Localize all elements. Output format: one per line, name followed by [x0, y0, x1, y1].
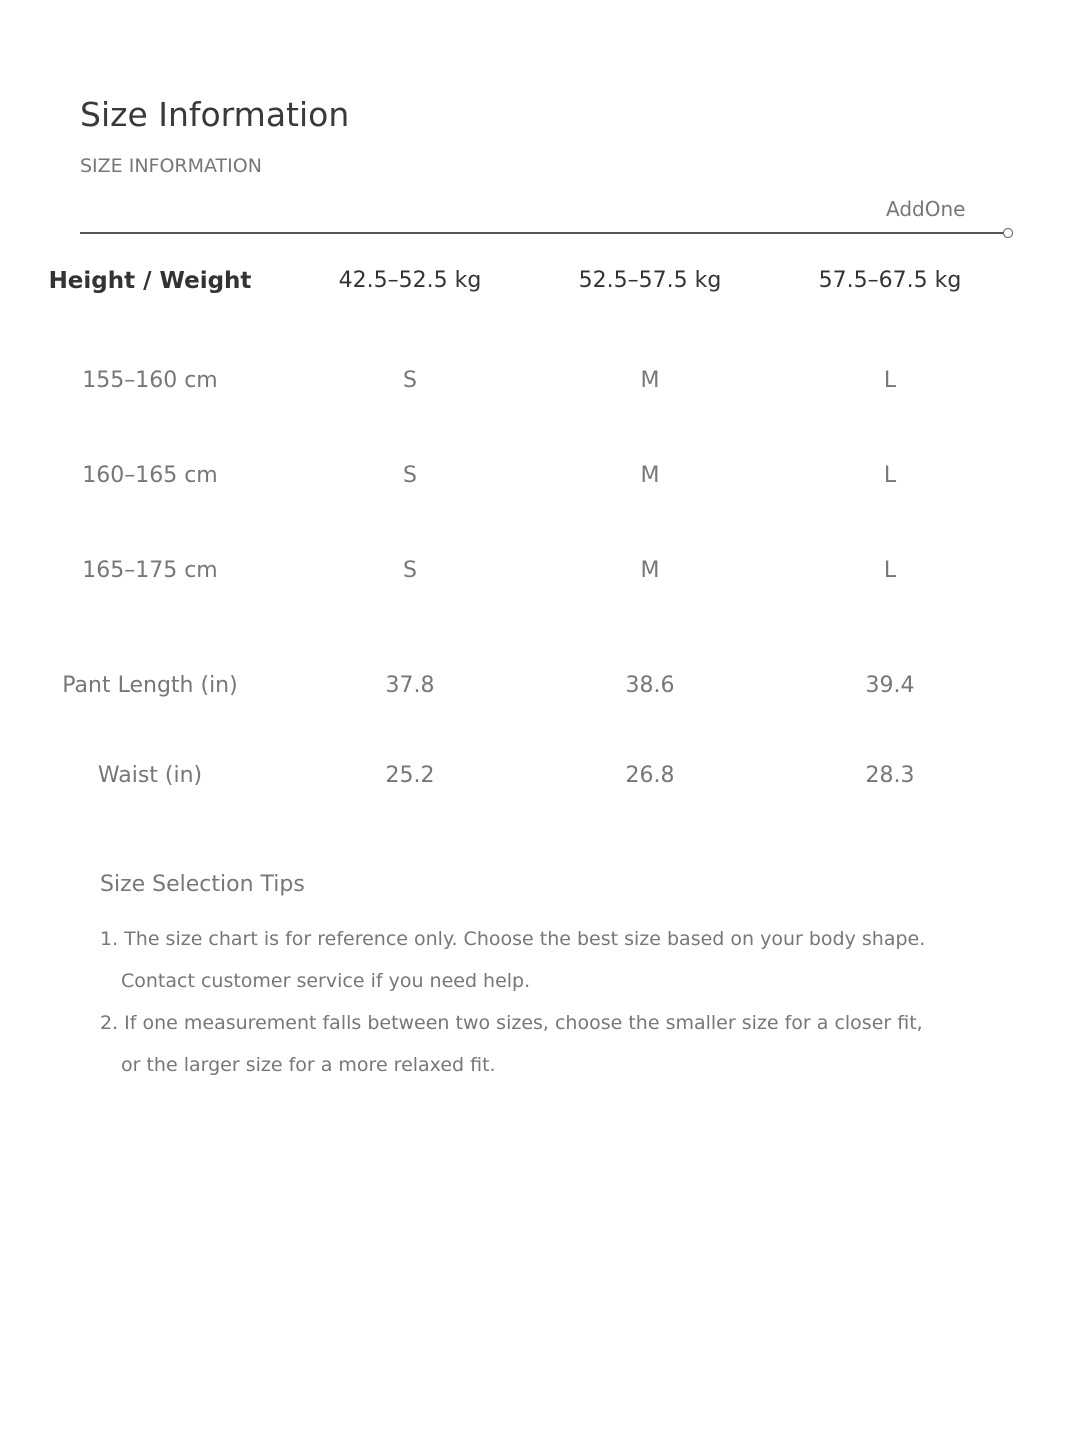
- table-header-row: [0, 261, 1086, 301]
- tip-text: 1. The size chart is for reference only. Choose the best size based on your body shape.: [100, 928, 926, 950]
- table-cell: 28.3: [865, 763, 915, 788]
- table-cell: 25.2: [385, 763, 435, 788]
- row-label: Waist (in): [97, 763, 203, 788]
- table-cell: M: [640, 558, 660, 583]
- row-label: 155–160 cm: [82, 368, 218, 393]
- row-label: 165–175 cm: [82, 558, 218, 583]
- row-label: Pant Length (in): [62, 673, 238, 698]
- table-cell: S: [403, 368, 417, 393]
- column-header: Height / Weight: [48, 268, 252, 294]
- table-cell: M: [640, 463, 660, 488]
- tip-text: Contact customer service if you need help.: [121, 970, 531, 992]
- row-label: 160–165 cm: [82, 463, 218, 488]
- divider-end-circle: [1003, 228, 1013, 238]
- page-title: Size Information: [80, 95, 350, 134]
- table-row: [0, 756, 1086, 796]
- page-subtitle: SIZE INFORMATION: [80, 155, 262, 177]
- table-cell: 39.4: [865, 673, 915, 698]
- table-cell: L: [883, 558, 897, 583]
- tips-title: Size Selection Tips: [100, 872, 305, 897]
- divider-line: [80, 232, 1003, 234]
- column-header: 57.5–67.5 kg: [818, 268, 962, 293]
- table-cell: M: [640, 368, 660, 393]
- tip-text: or the larger size for a more relaxed fit.: [121, 1054, 496, 1076]
- table-row: [0, 551, 1086, 591]
- table-cell: 38.6: [625, 673, 675, 698]
- column-header: 42.5–52.5 kg: [338, 268, 482, 293]
- table-cell: 26.8: [625, 763, 675, 788]
- table-cell: L: [883, 368, 897, 393]
- tip-text: 2. If one measurement falls between two sizes, choose the smaller size for a closer fit,: [100, 1012, 923, 1034]
- table-cell: 37.8: [385, 673, 435, 698]
- table-cell: L: [883, 463, 897, 488]
- table-row: [0, 666, 1086, 706]
- table-row: [0, 361, 1086, 401]
- table-cell: S: [403, 558, 417, 583]
- table-cell: S: [403, 463, 417, 488]
- column-header: 52.5–57.5 kg: [578, 268, 722, 293]
- brand-name: AddOne: [886, 197, 966, 221]
- table-row: [0, 456, 1086, 496]
